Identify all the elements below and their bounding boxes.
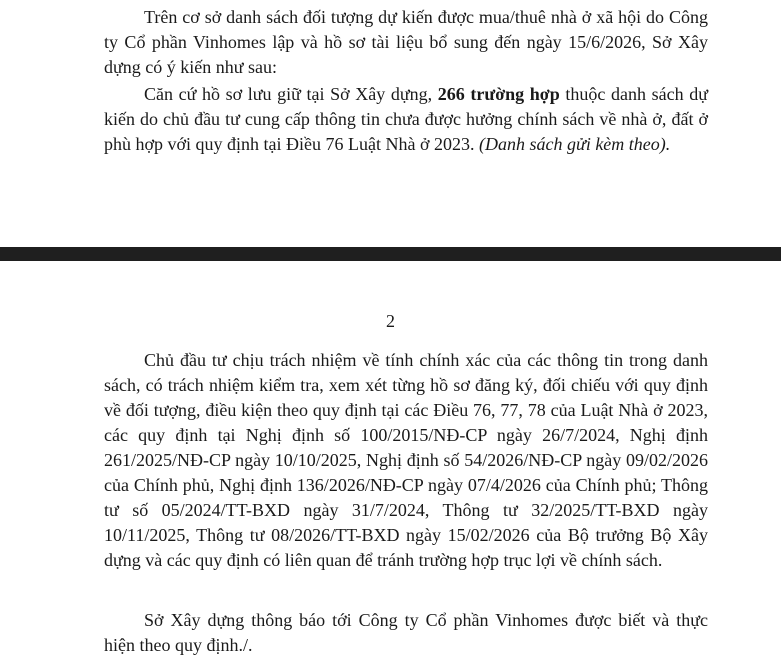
page-separator — [0, 247, 781, 261]
paragraph-responsibility: Chủ đầu tư chịu trách nhiệm về tính chính xác của các thông tin trong danh sách, có trách nhiệm kiểm tra, xem xét từng hồ sơ đăng ký, đối chiếu với quy định về đối tượng, điều kiện theo quy định tại các Điều 76, 77, 78 của Luật Nhà ở 2023, các quy định tại Nghị định số 100/2015/NĐ-CP ngày 26/7/2024, Nghị định 261/2025/NĐ-CP ngày 10/10/2025, Nghị định số 54/2026/NĐ-CP ngày 09/02/2026 của Chính phủ, Nghị định 136/2026/NĐ-CP ngày 07/4/2026 của Chính phủ; Thông tư số 05/2024/TT-BXD ngày 31/7/2024, Thông tư 32/2025/TT-BXD ngày 10/11/2025, Thông tư 08/2026/TT-BXD ngày 15/02/2026 của Bộ trưởng Bộ Xây dựng và các quy định có liên quan để tránh trường hợp trục lợi về chính sách. — [104, 350, 708, 570]
page-number: 2 — [386, 311, 395, 331]
paragraph-result — [104, 82, 708, 157]
attached-list-note: (Danh sách gửi kèm theo). — [479, 134, 671, 154]
result-text-body: thuộc danh sách dự kiến do chủ đầu tư cung cấp thông tin chưa được hưởng chính sách về nhà ở, đất ở phù hợp với quy định tại Điều 76 Luật Nhà ở 2023. — [104, 84, 708, 154]
document-page-2 — [0, 261, 781, 657]
paragraph-notice: Sở Xây dựng thông báo tới Công ty Cổ phần Vinhomes được biết và thực hiện theo quy định./. — [104, 610, 708, 655]
paragraph-basis: Trên cơ sở danh sách đối tượng dự kiến được mua/thuê nhà ở xã hội do Công ty Cổ phần Vinhomes lập và hồ sơ tài liệu bổ sung đến ngày 15/6/2026, Sở Xây dựng có ý kiến như sau: — [104, 7, 708, 77]
case-count-bold: 266 trường hợp — [437, 84, 560, 104]
document-page-1 — [0, 0, 781, 247]
result-text-lead: Căn cứ hồ sơ lưu giữ tại Sở Xây dựng, — [144, 84, 438, 104]
